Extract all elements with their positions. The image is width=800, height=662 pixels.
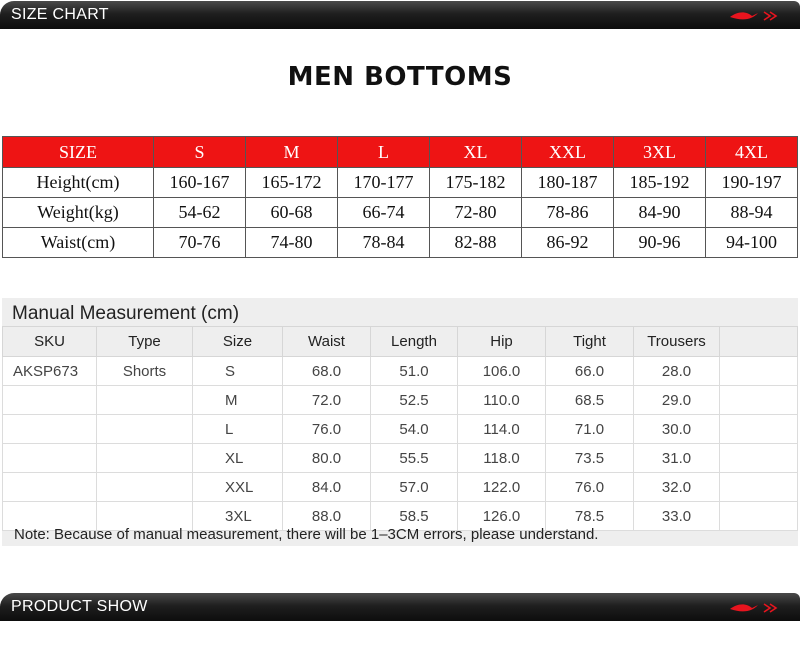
table-cell: 57.0 (371, 473, 458, 502)
type-cell (97, 415, 193, 444)
type-cell (97, 386, 193, 415)
size-cell: 3XL (193, 502, 283, 531)
header-cell: L (338, 137, 430, 168)
table-cell: 175-182 (430, 168, 522, 198)
table-cell: 51.0 (371, 357, 458, 386)
measurement-table (2, 326, 798, 531)
table-row (3, 228, 798, 258)
table-cell: 54-62 (154, 198, 246, 228)
sku-cell (3, 473, 97, 502)
table-cell: 73.5 (546, 444, 634, 473)
measurement-header-row (3, 327, 798, 357)
table-cell (720, 415, 798, 444)
table-cell: 72.0 (283, 386, 371, 415)
brand-logo-icon (728, 601, 786, 615)
table-cell: 29.0 (634, 386, 720, 415)
row-label: Waist(cm) (3, 228, 154, 258)
table-row (3, 444, 798, 473)
table-cell: 106.0 (458, 357, 546, 386)
table-cell: 84-90 (614, 198, 706, 228)
table-cell: 114.0 (458, 415, 546, 444)
table-cell: 126.0 (458, 502, 546, 531)
table-cell: 118.0 (458, 444, 546, 473)
sku-cell: AKSP673 (3, 357, 97, 386)
column-header (720, 327, 798, 357)
table-cell: 86-92 (522, 228, 614, 258)
table-cell: 90-96 (614, 228, 706, 258)
table-cell: 68.0 (283, 357, 371, 386)
type-cell (97, 473, 193, 502)
header-cell: SIZE (3, 137, 154, 168)
table-cell: 88.0 (283, 502, 371, 531)
table-cell: 78.5 (546, 502, 634, 531)
header-cell: 4XL (706, 137, 798, 168)
table-row (3, 198, 798, 228)
header-cell: XXL (522, 137, 614, 168)
table-cell: 170-177 (338, 168, 430, 198)
table-cell: 54.0 (371, 415, 458, 444)
table-cell: 70-76 (154, 228, 246, 258)
table-cell: 78-84 (338, 228, 430, 258)
size-cell: S (193, 357, 283, 386)
manual-measurement-panel (2, 298, 798, 546)
brand-logo-icon (728, 9, 786, 23)
table-cell: 78-86 (522, 198, 614, 228)
header-cell: XL (430, 137, 522, 168)
table-cell: 94-100 (706, 228, 798, 258)
size-cell: L (193, 415, 283, 444)
table-cell: 76.0 (546, 473, 634, 502)
table-cell: 60-68 (246, 198, 338, 228)
table-cell: 180-187 (522, 168, 614, 198)
column-header: SKU (3, 327, 97, 357)
size-cell: M (193, 386, 283, 415)
table-row (3, 473, 798, 502)
table-cell: 82-88 (430, 228, 522, 258)
table-cell (720, 386, 798, 415)
size-header-row (3, 137, 798, 168)
table-cell: 58.5 (371, 502, 458, 531)
table-cell: 33.0 (634, 502, 720, 531)
table-cell: 52.5 (371, 386, 458, 415)
table-cell: 122.0 (458, 473, 546, 502)
column-header: Size (193, 327, 283, 357)
header-cell: M (246, 137, 338, 168)
table-cell: 84.0 (283, 473, 371, 502)
sku-cell (3, 444, 97, 473)
table-cell: 68.5 (546, 386, 634, 415)
table-cell: 66-74 (338, 198, 430, 228)
header-cell: 3XL (614, 137, 706, 168)
column-header: Trousers (634, 327, 720, 357)
table-cell: 72-80 (430, 198, 522, 228)
table-cell: 80.0 (283, 444, 371, 473)
section-title: SIZE CHART (11, 6, 109, 23)
column-header: Tight (546, 327, 634, 357)
table-cell (720, 502, 798, 531)
product-show-bar (0, 593, 800, 621)
size-chart-bar (0, 1, 800, 29)
column-header: Hip (458, 327, 546, 357)
manual-measurement-heading: Manual Measurement (cm) (12, 303, 240, 324)
sku-cell (3, 415, 97, 444)
table-cell: 88-94 (706, 198, 798, 228)
table-row (3, 386, 798, 415)
table-cell: 30.0 (634, 415, 720, 444)
table-cell: 110.0 (458, 386, 546, 415)
table-row (3, 357, 798, 386)
table-cell: 32.0 (634, 473, 720, 502)
table-cell: 31.0 (634, 444, 720, 473)
table-row (3, 168, 798, 198)
table-cell: 74-80 (246, 228, 338, 258)
type-cell: Shorts (97, 357, 193, 386)
size-cell: XL (193, 444, 283, 473)
table-cell (720, 357, 798, 386)
row-label: Weight(kg) (3, 198, 154, 228)
column-header: Type (97, 327, 193, 357)
table-cell (720, 444, 798, 473)
sku-cell (3, 386, 97, 415)
column-header: Waist (283, 327, 371, 357)
table-cell: 66.0 (546, 357, 634, 386)
table-cell: 165-172 (246, 168, 338, 198)
size-cell: XXL (193, 473, 283, 502)
table-cell (720, 473, 798, 502)
header-cell: S (154, 137, 246, 168)
size-chart-table (2, 136, 798, 258)
table-cell: 190-197 (706, 168, 798, 198)
table-row (3, 415, 798, 444)
table-cell: 55.5 (371, 444, 458, 473)
type-cell (97, 444, 193, 473)
page-title: MEN BOTTOMS (287, 62, 513, 92)
table-cell: 71.0 (546, 415, 634, 444)
table-cell: 28.0 (634, 357, 720, 386)
table-cell: 185-192 (614, 168, 706, 198)
table-cell: 160-167 (154, 168, 246, 198)
measurement-note: Note: Because of manual measurement, there will be 1–3CM errors, please understand. (14, 526, 599, 543)
row-label: Height(cm) (3, 168, 154, 198)
section-title: PRODUCT SHOW (11, 598, 148, 615)
column-header: Length (371, 327, 458, 357)
table-cell: 76.0 (283, 415, 371, 444)
